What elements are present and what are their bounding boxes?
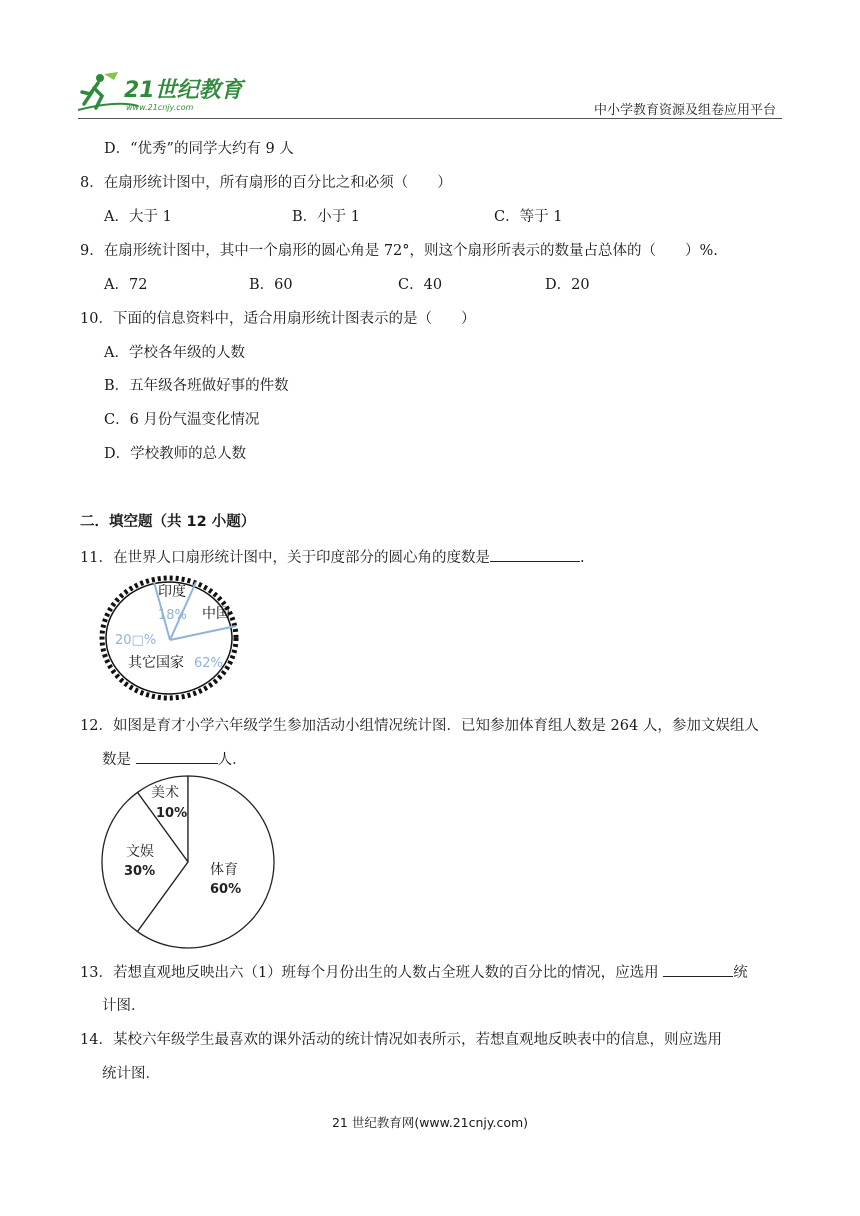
q12-stem-line1: 12．如图是育才小学六年级学生参加活动小组情况统计图．已知参加体育组人数是 264 人，参加文娱组人: [80, 718, 759, 734]
platform-name: 中小学教育资源及组卷应用平台: [593, 103, 776, 118]
label-sports-pct: 60%: [210, 882, 242, 897]
world-population-pie-chart: [96, 574, 246, 704]
label-sports: 体育: [210, 862, 238, 878]
label-india: 印度: [158, 584, 186, 600]
header-divider: [78, 118, 782, 119]
q9-stem: 9．在扇形统计图中，其中一个扇形的圆心角是 72°，则这个扇形所表示的数量占总体的（ ）%.: [80, 243, 718, 259]
q14-line1: 14．某校六年级学生最喜欢的课外活动的统计情况如表所示，若想直观地反映表中的信息，则应选用: [80, 1032, 722, 1048]
q14-line2: 统计图．: [102, 1066, 160, 1082]
activity-groups-pie-chart: [96, 772, 286, 954]
q10-option-d: D．学校教师的总人数: [104, 446, 247, 462]
site-logo: [78, 70, 248, 114]
q11-answer-blank[interactable]: [490, 547, 580, 562]
q13-stem-end: 统: [733, 965, 748, 981]
q13-answer-blank[interactable]: [663, 962, 733, 977]
q8-option-b: B．小于 1: [292, 209, 360, 225]
q8-option-c: C．等于 1: [494, 209, 563, 225]
page-footer: 21 世纪教育网(www.21cnjy.com): [331, 1115, 529, 1130]
q10-stem: 10．下面的信息资料中，适合用扇形统计图表示的是（ ）: [80, 311, 476, 327]
label-india-pct: 18%: [158, 608, 187, 623]
q8-option-a: A．大于 1: [104, 209, 172, 225]
q11-stem: [80, 547, 585, 568]
q13-line1: [80, 962, 748, 983]
q13-stem-text: 13．若想直观地反映出六（1）班每个月份出生的人数占全班人数的百分比的情况，应选用: [80, 965, 664, 981]
q9-option-d: D．20: [545, 277, 590, 293]
label-art: 美术: [151, 785, 179, 801]
q9-option-b: B．60: [249, 277, 293, 293]
q9-option-c: C．40: [398, 277, 443, 293]
q9-option-a: A．72: [104, 277, 148, 293]
q12-answer-blank[interactable]: [136, 749, 218, 764]
q10-option-a: A．学校各年级的人数: [104, 345, 245, 361]
label-others: 其它国家: [128, 655, 184, 671]
q12-stem-line2: [102, 749, 247, 770]
label-entertainment: 文娱: [126, 844, 154, 860]
q10-option-b: B．五年级各班做好事的件数: [104, 378, 289, 394]
label-entertainment-pct: 30%: [124, 864, 156, 879]
q13-line2: 计图．: [102, 998, 146, 1014]
q11-stem-text: 11．在世界人口扇形统计图中，关于印度部分的圆心角的度数是: [80, 550, 490, 566]
label-art-pct: 10%: [156, 806, 188, 821]
logo-url: www.21cnjy.com: [126, 103, 194, 112]
logo-text: 21世纪教育: [124, 78, 243, 103]
label-left-pct: 20□%: [115, 633, 157, 648]
section-title: 二．填空题（共 12 小题）: [80, 514, 256, 530]
q11-stem-end: .: [579, 550, 585, 566]
label-china: 中国: [202, 606, 230, 622]
q12-stem-text: 数是: [102, 752, 136, 768]
q10-option-c: C．6 月份气温变化情况: [104, 412, 260, 428]
label-others-pct: 62%: [194, 656, 223, 671]
q8-stem: 8．在扇形统计图中，所有扇形的百分比之和必须（ ）: [80, 175, 452, 191]
q7-option-d: D．“优秀”的同学大约有 9 人: [104, 141, 294, 157]
q12-stem-end: 人．: [217, 752, 247, 768]
